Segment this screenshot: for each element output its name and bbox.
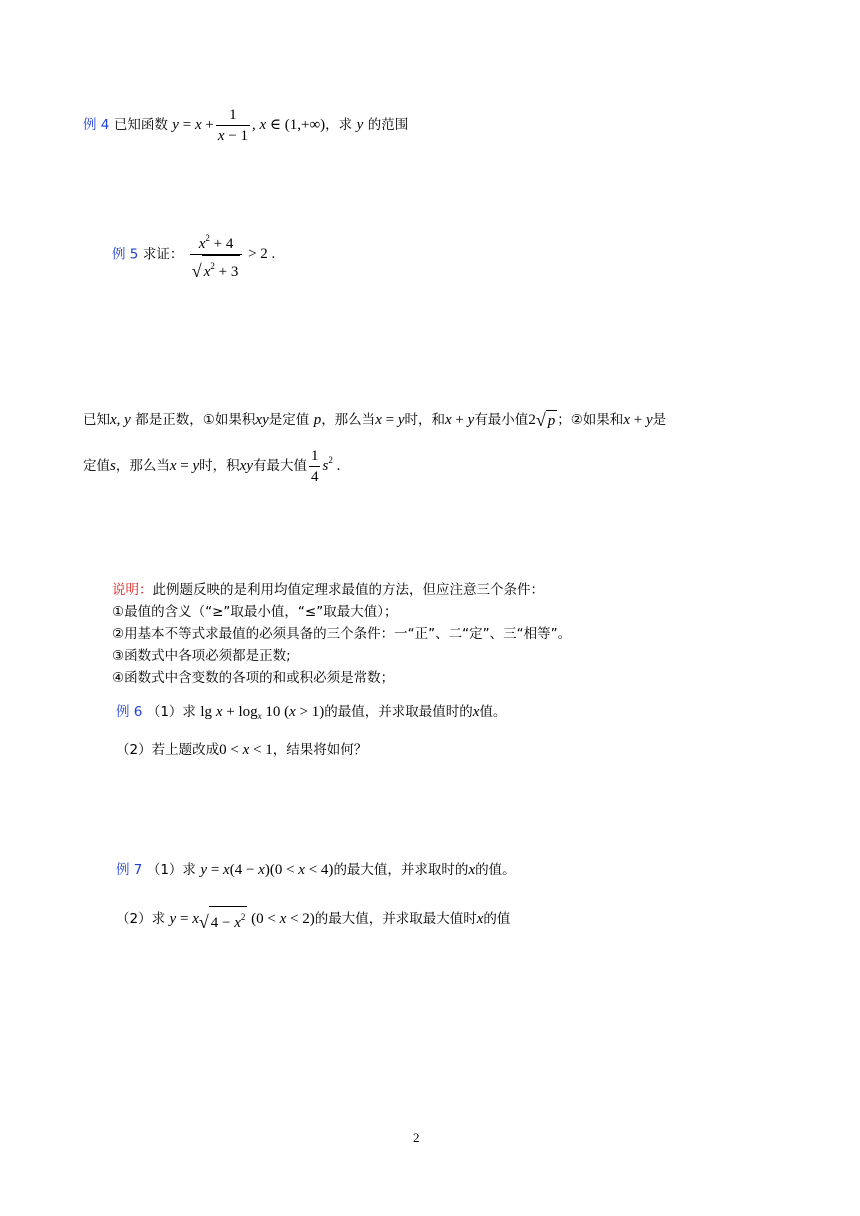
example-7-label: 例 7 xyxy=(116,862,143,878)
theorem-line-2: 定值s，那么当x = y时，积xy有最大值 $\frac{1}{4}$ $s^2$ . xyxy=(83,448,341,485)
example-7-part-1: 例 7 （1）求 y = x(4 − x)(0 < x < 4)的最大值，并求取时的x的值。 xyxy=(116,862,516,878)
example-7-formula-2: y = x√ $4 - x^2$ (0 < x < 2) xyxy=(170,911,315,927)
example-4-formula: y = x + $\frac{1}{x - 1}$ , x ∈ (1,+∞) xyxy=(172,107,326,144)
example-4: 例 4 已知函数 y = x + $\frac{1}{x - 1}$ , x ∈ (1,+∞)，求 y 的范围 xyxy=(83,107,409,144)
example-5 xyxy=(112,228,275,282)
example-4-text: 已知函数 xyxy=(113,116,168,133)
note-line-3: ③函数式中各项必须都是正数; xyxy=(112,648,291,664)
note-line-0: 说明：此例题反映的是利用均值定理求最值的方法，但应注意三个条件： xyxy=(112,582,544,598)
note-label: 说明： xyxy=(112,582,153,598)
example-6-part-1: 例 6 （1）求 $\lg x + \log_x 10$ (x > 1)的最值，并求取最值时的x值。 xyxy=(116,704,507,721)
example-6-formula: $\lg x + \log_x 10$ (x > 1) xyxy=(200,704,325,721)
page-number: 2 xyxy=(413,1130,420,1145)
note-line-4: ④函数式中含变数的各项的和或积必须是常数； xyxy=(112,670,395,686)
example-7-formula-1: y = x(4 − x)(0 < x < 4) xyxy=(200,862,334,878)
example-5-formula: $\frac{x^2 + 4}{√ x^2 + 3}$ > 2 . xyxy=(188,246,276,262)
example-5-text: 求证： xyxy=(142,246,184,263)
note-line-2: ②用基本不等式求最值的必须具备的三个条件：一“正”、二“定”、三“相等”。 xyxy=(112,626,572,642)
example-6-label: 例 6 xyxy=(116,704,143,720)
note-line-1: ①最值的含义（“≥”取最小值，“≤”取最大值）； xyxy=(112,604,398,620)
example-6-part-2: （2）若上题改成0 < x < 1，结果将如何？ xyxy=(116,742,368,758)
example-7-part-2: （2）求 y = x√ $4 - x^2$ (0 < x < 2)的最大值，并求取最大值时x的值 xyxy=(116,906,510,933)
example-5-label: 例 5 xyxy=(112,246,139,263)
example-4-label: 例 4 xyxy=(83,116,110,133)
theorem-line-1: 已知x, y 都是正数，①如果积xy是定值 p，那么当x = y时，和x + y有最小值2√ p ；②如果和x + y是 xyxy=(83,410,667,431)
